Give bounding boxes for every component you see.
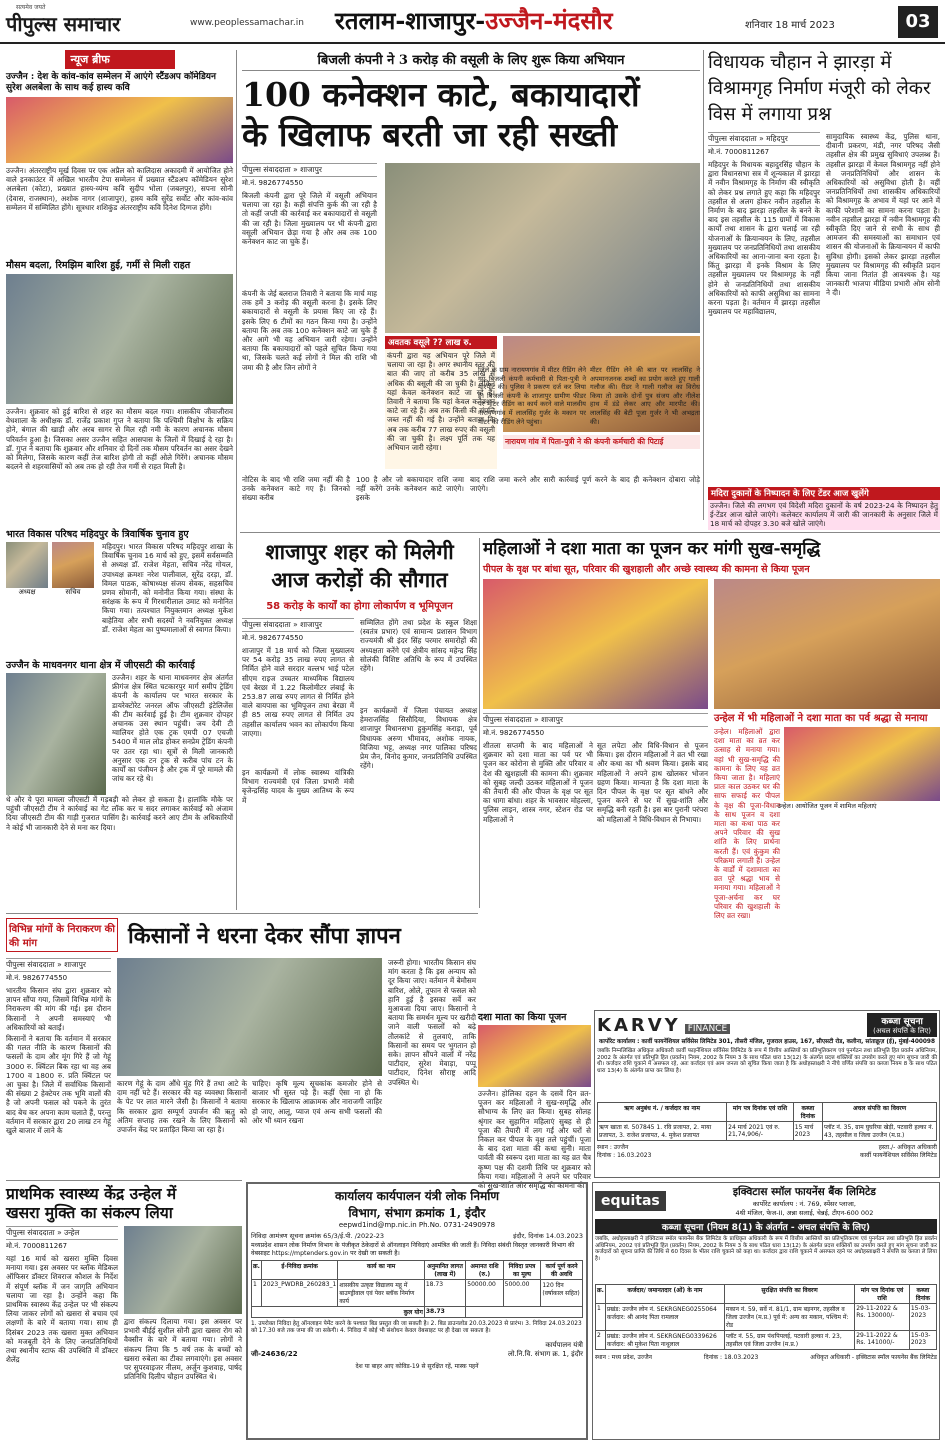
- lead-body-3: नोटिस के बाद भी राशि जमा नहीं की है उनके कनेक्शन काटे गए हैं। जिनको संख्या करीब: [242, 475, 350, 503]
- electric-pole-photo: [385, 163, 700, 333]
- equitas-th-1: कर्जदार/ जमानतदार (ओं) के नाम: [605, 1285, 724, 1304]
- equitas-body: जबकि, अधोहस्ताक्षरी ने इक्विटास स्मॉल फायनेंस बैंक लिमिटेड के प्राधिकृत अधिकारी के रूप में वित्तीय आस्तियों का प्रतिभूतिकरण एवं पुनर्गठन तथा प्रतिभूति हित प्रवर्तन अधिनियम, 2002 एवं प्रतिभूति हित (प्रवर्तन) नियम, 2002 के नियम 3 के साथ पठित धारा 13(12) के अंतर्गत प्रदत्त शक्तियों का उपयोग करते हुए मांग सूचना जारी कर कर्जदारों को सूचना प्राप्ति की तिथि से 60 दिवस के भीतर राशि चुकाने को कहा था। कर्जदार द्वारा राशि चुकाने में असफल रहने पर अधोहस्ताक्षरी ने संपत्ति का कब्जा ले लिया है।: [595, 1236, 937, 1262]
- shajapur-headline-2: आज करोड़ों की सौगात: [271, 567, 448, 592]
- lead-byline: पीपुल्स संवाददाता » शाजापुर: [242, 163, 377, 177]
- karvy-notice-sub: (अचल संपत्ति के लिए): [873, 1027, 931, 1035]
- women-text-3-lead: उन्हेल। महिलाओं द्वारा दशा माता का व्रत कर उत्साह से मनाया गया। वहां भी सुख-समृद्धि की कामना के लिए यह व्रत किया जाता है। महिलाएं प्रातः काल उठकर घर की साफ सफाई कर पीपल के वृक्ष की पूजा-विधान के साथ पूजन व दशा माता का कथा पाठ कर अपने परिवार की सुख शांति के लिए प्रार्थना करती हैं। एवं कुंकुम की परिक्रमा लगाती हैं। उन्हेल के वार्डों में दशामाता का व्रत पूरे श्रद्धा भाव से मनाया गया। महिलाओं ने पूजा-अर्चना कर घर परिवार की खुशहाली के लिए व्रत रखा।: [714, 727, 780, 921]
- equitas-date: दिनांक : 18.03.2023: [703, 1354, 759, 1361]
- karvy-notice: [594, 1010, 940, 1178]
- tender-td-2: शासकीय उत्कृष्ट विद्यालय महू में बाउण्ड्रीवाल एवं पेवर ब्लॉक निर्माण कार्य: [338, 1280, 425, 1307]
- unhel-photo-2: [784, 727, 940, 801]
- karvy-date: दिनांक : 16.03.2023: [597, 1152, 652, 1159]
- row-divider: [6, 913, 478, 914]
- paper-name: पीपुल्स समाचार: [6, 12, 121, 36]
- health-byline: पीपुल्स संवाददाता » उन्हेल: [6, 1226, 118, 1240]
- unhel-photo-1: [714, 579, 940, 709]
- women-subhead: पीपल के वृक्ष पर बांधा सूत, परिवार की खुशहाली और अच्छे स्वास्थ्य की कामना से किया पूजन: [483, 564, 810, 575]
- karvy-td-1: 24 मार्च 2021 एवं रु. 21,74,906/-: [727, 1122, 794, 1141]
- tender-ref: निविदा आमंत्रण सूचना क्रमांक 65/3/ई.पी. /2022-23: [251, 1232, 385, 1240]
- brief-headline-3: भारत विकास परिषद महिदपुर के त्रिवार्षिक चुनाव हुए: [6, 529, 189, 540]
- tender-footer: देश या बाहर आए कोविड-19 से सुरक्षित रहें, मास्क पहनें: [355, 1363, 479, 1371]
- tender-td-3: 18.73: [424, 1280, 465, 1307]
- logo-tagline: सत्यमेव जयते: [16, 4, 46, 11]
- lead-body-4: 100 है और जो बकायादार राशि जमा नहीं करेंगे उनके कनेक्शन काटे जाएंगे। इसके: [356, 475, 464, 503]
- masthead: [0, 0, 945, 44]
- health-story: [6, 1184, 242, 1442]
- women-text-2: सूत लपेटा और विधि-विधान से पूजन किया। इस दौरान महिलाओं ने व्रत भी रखा और कथा का भी श्रवण किया। इसके बाद महिलाओं ने अपने हाथ खोलकर भोजन ग्रहण किया। मान्यता है कि दशा माता के दिन पीपल के वृक्ष पर सूत बांधने और पूजन करने से घर में सुख-शांति और समृद्धि बनी रहती है। इस बार पुरानी परंपरा को महिलाओं ने विधि-विधान से निभाया।: [597, 741, 708, 824]
- lead-mobile: मो.नं. 9826774550: [242, 179, 304, 187]
- equitas-notice: [592, 1182, 940, 1440]
- equitas-th-0: क्र.: [596, 1285, 606, 1304]
- farmers-kicker: विभिन्न मांगों के निराकरण की की मांग: [6, 918, 118, 952]
- equitas-r0-c2: मकान नं. 59, सर्वे नं. 81/1, ग्राम बड़नगर, तहसील व जिला उज्जैन (म.प्र.) पूर्व में: अन्य का मकान, पश्चिम में: रोड: [724, 1304, 854, 1331]
- president-caption: अध्यक्ष: [18, 588, 36, 596]
- narayan-text-1: जिले के ग्राम नारायणगांव में मीटर रीडिंग लेने गए बिजली कंपनी कर्मचारी से पिता-पुत्री ने मारपीट की। पुलिस ने प्रकरण दर्ज कर लिया है। बिजली कंपनी के शाजापुर ग्रामीण फीडर पर मीटर रीडिंग का कार्य करने वाले मालवीय नारायणगांव में लालसिंह गुर्जर के मकान पर मीटर की रीडिंग लेने पहुंचा।: [478, 366, 586, 426]
- equitas-th-2: सुरक्षित संपत्ति का विवरण: [724, 1285, 854, 1304]
- farmers-byline: पीपुल्स संवाददाता » शाजापुर: [6, 958, 111, 972]
- equitas-logo: equitas: [595, 1191, 666, 1211]
- karvy-body: जबकि निम्नलिखित अधिकृत अधिकारी कार्वी फाइनेंशियल सर्विसेस लिमिटेड के रूप में वित्तीय आस्तियों का प्रतिभूतिकरण एवं पुनर्गठन तथा प्रतिभूति हित प्रवर्तन अधिनियम, 2002 के अंतर्गत एवं प्रतिभूति हित (प्रवर्तन) नियम, 2002 के नियम 3 के साथ पठित धारा 13(12) के अंतर्गत प्रदत्त शक्तियों का उपयोग करते हुए मांग सूचना जारी की थी। कर्जदार राशि चुकाने में असफल रहे, अतः कर्जदार एवं आम जनता को सूचित किया जाता है कि अधोहस्ताक्षरी ने नीचे वर्णित संपत्ति का कब्जा नियम 8 के साथ पठित धारा 13(4) के अंतर्गत प्राप्त कर लिया है।: [597, 1048, 937, 1074]
- equitas-r1-c1: प्रखंड: उज्जैन लोन नं. SEKRGNEG0339626 कर्जदार: श्री मुकेश पिता नाथूलाल: [605, 1331, 724, 1350]
- farmers-mobile: मो.नं. 9826774550: [6, 974, 68, 982]
- tender-notes: 1. उपरोक्त निविदा हेतु ऑनलाइन पेमेंट करने के पश्चात बिड प्रस्तुत की जा सकती है। 2. बिड डाउनलोड 20.03.2023 से प्रारंभ। 3. निविदा 24.03.2023 को 17.30 बजे तक जमा की जा सकेगी। 4. निविदा में कोई भी संशोधन केवल वेबसाइट पर ही देखा जा सकता है।: [251, 1321, 582, 1335]
- liquor-story: [708, 487, 940, 532]
- column-divider: [703, 50, 704, 520]
- karvy-place: स्थान : उज्जैन: [597, 1144, 629, 1151]
- women-byline-name: पीपुल्स संवाददाता: [483, 715, 532, 724]
- women-byline-place: शाजापुर: [541, 715, 563, 724]
- paper-url[interactable]: www.peoplessamachar.in: [190, 18, 304, 28]
- tender-title-2: विभाग, संभाग क्रमांक 1, इंदौर: [348, 1206, 486, 1220]
- farmers-headline: किसानों ने धरना देकर सौंपा ज्ञापन: [128, 923, 401, 949]
- section-title-b: उज्जैन-मंदसौर: [485, 6, 613, 35]
- lead-byline-place: शाजापुर: [300, 165, 322, 174]
- tender-sign-1: कार्यपालन यंत्री: [545, 1341, 583, 1350]
- mla-text-2: सामुदायिक स्वास्थ्य केंद्र, पुलिस थाना, दीवानी प्रकरण, मंडी, नगर परिषद जैसी तहसील क्षेत्र की प्रमुख सुविधाएं उपलब्ध हैं। तहसील झारड़ा में केवल विश्रामगृह नहीं होने से जनप्रतिनिधियों और शासन के अधिकारियों को असुविधा होती है। वहीं जनप्रतिनिधियों तथा शासकीय अधिकारियों को विश्रामगृह के अभाव में यहां पर आने में काफी परेशानी का सामना करना पड़ता है। नवीन तहसील झारड़ा में नवीन विश्रामगृह की स्वीकृति दिए जाने से सभी के साथ ही आमजन की समस्याओं का समाधान एवं शासन की योजनाओं के क्रियान्वयन में काफी सुविधा होगी। इसको लेकर झारड़ा तहसील मुख्यालय पर विश्रामगृह की स्वीकृति प्रदान किया जाना नितांत ही आवश्यक है। यह जानकारी भाजपा मीडिया प्रभारी ओम सोनी ने दी।: [826, 132, 940, 298]
- table-row: [252, 1280, 583, 1307]
- lead-body-5: बाद राशि जमा करने और सारी कार्रवाई पूर्ण करने के बाद ही कनेक्शन दोबारा जोड़े जाएंगे।: [470, 475, 700, 494]
- shajapur-byline-name: पीपुल्स संवाददाता: [242, 620, 291, 629]
- shajapur-text-1: शाजापुर में 18 मार्च को जिला मुख्यालय पर 54 करोड़ 35 लाख रुपए लागत से निर्मित होने वाले सरदार वल्लभ भाई पटेल सीएम राइज उच्चतर माध्यमिक विद्यालय एवं बेरछा में 1.22 किलोमीटर लंबाई के 253.87 लाख रुपए लागत से निर्मित होने वाले बायपास का भूमिपूजन तथा बेरछा में ही 85 लाख रुपए लागत से निर्मित उप तहसील कार्यालय भवन का लोकार्पण किया जाएगा।: [242, 646, 354, 738]
- lead-continued: [242, 475, 700, 520]
- karvy-logo: KARVY: [597, 1014, 681, 1036]
- narayan-story: [478, 366, 700, 474]
- equitas-address-2: 4थी मंजिल, फेज-II, अन्ना सलाई, चेन्नई, टीएन-600 002: [735, 1209, 874, 1217]
- page-number: 03: [898, 6, 938, 38]
- tender-code: जी-24636/22: [251, 1350, 298, 1359]
- president-photo: [6, 542, 48, 588]
- liquor-text: उज्जैन। जिले की लगभग एवं विदेशी मदिरा दुकानों के वर्ष 2023-24 के निष्पादन हेतु ई-टेंडर आज खोले जाएंगे। कलेक्टर कार्यालय में जारी की जानकारी के अनुसार जिले में 18 मार्च को दोपहर 3.30 बजे खोले जाएंगे।: [710, 501, 938, 529]
- tender-intro: मध्यप्रदेश शासन लोक निर्माण विभाग के पंजीकृत ठेकेदारों से ऑनलाइन निविदाएं आमंत्रित की जाती हैं। निविदा संबंधी विस्तृत जानकारी विभाग की वेबसाइट https://mptenders.gov.in पर देखी जा सकती है।: [251, 1242, 575, 1257]
- mla-story: [708, 50, 940, 485]
- health-mobile: मो.नं. 7000811267: [6, 1242, 68, 1250]
- health-headline-1: प्राथमिक स्वास्थ्य केंद्र उन्हेल में: [6, 1184, 177, 1203]
- karvy-sign-2: कार्वी फायनेंशियल सर्विसेस लिमिटेड: [859, 1152, 937, 1159]
- tender-th-4: अमानत राशि (रु.): [466, 1261, 503, 1280]
- table-row: [596, 1304, 937, 1331]
- health-text-2: द्वारा संकल्प दिलाया गया। इस अवसर पर प्रभारी बीईई सुशील सोनी द्वारा खसरा रोग को वैक्सीन के बारे में बताया गया। लोगों ने संकल्प लिया कि 5 वर्ष तक के बच्चों को खसरा रुबेला का टीका लगवाएंगे। इस अवसर पर सुपरवाइजर नीलम, अर्जुन कुशवाह, पार्षद प्रतिनिधि दिलीप चौहान उपस्थित थे।: [124, 1317, 242, 1382]
- unhel-caption: उन्हेल। आयोजित पूजन में शामिल महिलाएं: [777, 802, 877, 810]
- equitas-notice-title: कब्जा सूचना (नियम 8(1) के अंतर्गत - अचल संपत्ति के लिए): [595, 1219, 937, 1234]
- equitas-place: स्थान : मध्य प्रदेश, उज्जैन: [595, 1354, 652, 1361]
- brief-text-4b: थे और ये पूरा मामला जीएसटी में गड़बड़ी को लेकर हो सकता है। हालांकि मौके पर पहुंची जीएसटी टीम ने कार्रवाई का गेट लॉक कर च सदर लगाकर कार्रवाई को अंजाम दिया जीएसटी टीम की गाड़ी गुजरात पासिंग है। कार्रवाई करने आए टीम के अधिकारियों ने कोई भी जानकारी देने से मना कर दिया।: [6, 795, 233, 832]
- shajapur-subhead: 58 करोड़ के कार्यों का होगा लोकार्पण व भूमिपूजन: [266, 601, 453, 612]
- farmers-byline-place: शाजापुर: [64, 960, 86, 969]
- karvy-td-2: 15 मार्च 2023: [793, 1122, 822, 1141]
- women-text-1: शीतला सप्तमी के बाद महिलाओं ने शुक्रवार को दशा माता का पर्व पर भी पूजन कर कोरोना से मुक्ति और परिवार व देश की खुशहाली की कामना की। शुक्रवार को सुबह जल्दी उठकर महिलाओं ने पूजन की तैयारी की और पीपल के वृक्ष पर सूत का धागा बांधा। शहर के भावसार मोहल्ला, पुलिस लाइन, शास्त्र नगर, स्टेशन रोड पर महिलाओं ने: [483, 741, 593, 824]
- secretary-photo: [52, 542, 94, 588]
- women-byline: पीपुल्स संवाददाता » शाजापुर: [483, 713, 708, 727]
- dasha-mata-text: उज्जैन। होलिका दहन के दसवें दिन व्रत-पूजन कर महिलाओं ने सुख-समृद्धि और सौभाग्य के लिए व्रत किया। सुबह सोलह श्रृंगार कर सुहागिन महिलाएं सुबह से ही पूजा की तैयारी में लग गईं और घरों से निकल कर पीपल के वृक्ष तले पहुंचीं। पूजा के बाद दशा माता की कथा सुनी। माता पार्वती की स्वरूप दशा माता का यह व्रत चैत्र कृष्ण पक्ष की दशमी तिथि पर शुक्रवार को किया गया। महिलाओं ने अपने घर परिवार को सुख-शांति और समृद्धि की कामना की।: [478, 1089, 591, 1191]
- health-headline-2: खसरा मुक्ति का संकल्प लिया: [6, 1203, 173, 1222]
- equitas-sign: अधिकृत अधिकारी - इक्विटास स्मॉल फायनेंस बैंक लिमिटेड: [810, 1354, 937, 1361]
- karvy-table: [597, 1102, 937, 1141]
- section-title-a: रतलाम-शाजापुर-: [335, 6, 486, 35]
- shajapur-story: [242, 538, 477, 908]
- brief-text-4: उज्जैन। शहर के थाना माधवनगर क्षेत्र अंतर्गत फ्रीगंज क्षेत्र स्थित चटकारपुर मार्ग समीप ट्रेडिंग कंपनी के कार्यालय पर भारत सरकार के डायरेक्टोरेट जनरल ऑफ जीएसटी इंटेलिजेंस की टीम कार्रवाई हुई है। टीम शुक्रवार दोपहर अचानक उस स्थान पहुंची। जय देवी टी ग्वालियर होते एक ट्रक एमपी 07 एचजी 5400 में माल लोड होकर सनप्रेम ट्रेडिंग कंपनी पर उतर रहा था। सूत्रों से मिली जानकारी अनुसार एक टन ट्रक से करीब पांच टन के कार्यों का पंजीयन है और ट्रक में पूरे मामले की जांच कर रहे थे।: [112, 673, 233, 784]
- news-brief-label: न्यूज ब्रीफ: [65, 50, 175, 69]
- lead-headline-1: 100 कनेक्शन काटे, बकायादारों: [242, 75, 640, 114]
- liquor-headline: मदिरा दुकानों के निष्पादन के लिए टेंडर आज खुलेंगे: [708, 487, 940, 500]
- tender-th-6: कार्य पूर्ण करने की अवधि: [541, 1261, 583, 1280]
- equitas-r0-c4: 15-03-2023: [909, 1304, 936, 1331]
- farmers-text-3: कारण गेहूं के दाम औंधे मुंह गिरे हैं तथा आटे के दाम नहीं घटे हैं। सरकार की यह व्यवस्था किसानों के पेट पर लात मारने जैसी है। किसानों ने बताया कि सरकार द्वारा सम्पूर्ण उपार्जन की ऋतु को अंतिम सप्ताह तक रखने के लिए किसानों को उपार्जन केंद्र पर प्रताड़ित किया जा रहा है।: [117, 1079, 247, 1135]
- tender-title-1: कार्यालय कार्यपालन यंत्री लोक निर्माण: [334, 1189, 500, 1203]
- issue-date: शनिवार 18 मार्च 2023: [745, 20, 835, 31]
- row-divider: [240, 532, 940, 533]
- tender-th-1: ई-निविदा क्रमांक: [261, 1261, 337, 1280]
- narayan-caption: नारायण गांव में पिता-पुत्री ने की कंपनी कर्मचारी की पिटाई: [503, 435, 700, 449]
- lead-body-2: कंपनी के जेई बलराज तिवारी ने बताया कि मार्च माह तक हमें 3 करोड़ की वसूली करना है। इसके लिए बकायादारों से वसूली के प्रयास किए जा रहे हैं। इसके लिए 6 टीमों का गठन किया गया है। उन्होंने बताया कि अब तक 100 कनेक्शन काटे जा चुके हैं और आगे भी यह अभियान जारी रहेगा। उन्होंने बताया कि बकायादारों को पहले सूचित किया गया था, जिसके चलते कई लोगों ने मिल की राशि भी जमा की है और जिन लोगों ने: [242, 289, 377, 372]
- shajapur-text-4: इन कार्यक्रमों में जिला पंचायत अध्यक्ष हेमराजसिंह सिसौदिया, विधायक क्षेत्र शाजापुर विधानसभा हुकुमसिंह कराड़ा, पूर्व विधायक अरुण भीमावद, अशोक नायक, विजिया भट्ट, अध्यक्ष नगर पालिका परिषद प्रेम जैन, विनोद कुमार, जनप्रतिनिधि उपस्थित रहेंगे।: [360, 706, 477, 771]
- protest-photo: [117, 958, 382, 1076]
- equitas-r0-c0: 1: [596, 1304, 606, 1331]
- women-headline-2: उन्हेल में भी महिलाओं ने दशा माता का पर्व श्रद्धा से मनाया: [714, 713, 928, 724]
- brief-headline-4: उज्जैन के माधवनगर थाना क्षेत्र में जीएसटी की कार्रवाई: [6, 660, 195, 671]
- health-photo: [124, 1226, 242, 1314]
- mla-text-1: महिदपुर के विधायक बहादुरसिंह चौहान के द्वारा विधानसभा सत्र में शून्यकाल में झारड़ा में नवीन विश्रामगृह के निर्माण की स्वीकृति को लेकर प्रश्न लगाते हुए कहा कि महिदपुर तहसील से अलग होकर नवीन तहसील के निर्माण के बाद झारड़ा तहसील के बनने के बाद इस तहसील के 115 ग्रामों में विकास कार्यों तथा शासन के द्वारा चलाई जा रही योजनाओं के क्रियान्वयन के लिए, तहसील मुख्यालय पर जनप्रतिनिधियों तथा शासकीय अधिकारियों का आना-जाना बना रहता है। किंतु झारड़ा में इनके विश्राम के लिए तहसील मुख्यालय पर विश्रामगृह के नहीं होने से जनप्रतिनिधियों तथा शासकीय अधिकारियों को काफी असुविधा का सामना करना पड़ता है। वर्तमान में झारड़ा तहसील मुख्यालय पर महाविद्यालय,: [708, 160, 820, 317]
- women-mobile: मो.नं. 9826774550: [483, 729, 545, 737]
- tender-sign-2: लो.नि.वि. संभाग क्र. 1, इंदौर: [507, 1350, 583, 1359]
- tender-date: इंदौर, दिनांक 14.03.2023: [513, 1232, 583, 1240]
- brief-text-1: उज्जैन। अंतरराष्ट्रीय मूर्ख दिवस पर एक अप्रैल को कालिदास अकादमी में आयोजित होने वाले इनकाउंटर में अखिल भारतीय टेपा सम्मेलन में प्रख्यात स्टैंडअप कॉमेडियन सुरेश अलबेला (कोटा), प्रख्यात हास्य-व्यंग्य कवि सुदीप भोला (जबलपुर), सपना सोनी (देवास, राजस्थान), अशोक नागर (शाजापुर), हास्य कवि सुरेंद्र सर्वोट और कांव-कांव सम्मेलन में सम्मिलित होंगे। सूत्रधार शशिकुंड अंतरराष्ट्रीय कवि दिनेश दिग्गज होंगे।: [6, 166, 233, 212]
- karvy-th-1: मांग पत्र दिनांक एवं राशि: [727, 1103, 794, 1122]
- tender-contact[interactable]: eepwd1ind@mp.nic.in Ph.No. 0731-2490978: [338, 1221, 496, 1229]
- equitas-address-1: कार्पोरेट कार्यालय : नं. 769, स्पेंसर प्लाजा,: [752, 1200, 856, 1208]
- health-text-1: यहां 16 मार्च को खसरा मुक्ति दिवस मनाया गया। इस अवसर पर ब्लॉक मेडिकल ऑफिसर डॉक्टर शिवराज कौशल के निर्देश में संपूर्ण ब्लॉक में जन जागृति अभियान चलाया जा रहा है। उन्होंने कहा कि प्राथमिक स्वास्थ्य केंद्र उन्हेल पर भी संकल्प लिया जाकर लोगों को खसरा से बचाव एवं लक्षणों के बारे में बताया गया। साथ ही दिसंबर 2023 तक खसरा मुक्त अभियान को मजबूती देने के लिए जनप्रतिनिधियों तथा स्थानीय स्टाफ की उपस्थिति में डॉक्टर शैलेंद्र: [6, 1254, 118, 1365]
- shajapur-byline: पीपुल्स संवाददाता » शाजापुर: [242, 618, 354, 632]
- tender-td-5: 5000.00: [503, 1280, 541, 1307]
- tender-th-0: क्र.: [252, 1261, 262, 1280]
- paper-logo[interactable]: [6, 4, 186, 40]
- shajapur-byline-place: शाजापुर: [300, 620, 322, 629]
- farmers-byline-name: पीपुल्स संवाददाता: [6, 960, 55, 969]
- lead-kicker: बिजली कंपनी ने 3 करोड़ की वसूली के लिए शुरू किया अभियान: [242, 50, 700, 71]
- recovery-box-text: कंपनी द्वारा यह अभियान पूरे जिले में चलाया जा रहा है। अगर स्थानीय स्तर की बात की जाए तो करीब 35 लाख से अधिक की बसूली की जा चुकी है। लेकिन यहां केवल कनेक्शन काटे जा रहे हैं। तिवारी ने बताया कि यहां केवल कनेक्शन काटे जा रहे हैं। अब तक किसी की संपत्ति जब्त नहीं की गई है। उन्होंने बताया कि अब तक करीब 77 लाख रुपए की वसूली की जा चुकी है। लक्ष्य पूर्ति तक यह अभियान जारी रहेगा।: [385, 349, 497, 469]
- tender-th-2: कार्य का नाम: [338, 1261, 425, 1280]
- poets-photo: [6, 97, 233, 163]
- table-row: [596, 1331, 937, 1350]
- lead-body-1: बिजली कंपनी द्वारा पूरे जिले में वसूली अभियान चलाया जा रहा है। कहीं संपत्ति कुर्क की जा रही है तो कहीं जप्ती की कार्रवाई कर बकायादारों से वसूली की जा रही है। जिला मुख्यालय पर भी कंपनी द्वारा वसूली अभियान छेड़ा गया है और अब तक 100 कनेक्शन काट जा चुके हैं।: [242, 191, 377, 247]
- farmers-text-4: चाहिए। कृषि मूल्य सूचकांक कमजोर होने से बाजार भी सुस्त पड़े हैं। कहीं ऐसा ना हो कि सरकार के खिलाफ आक्रामक और नाराजगी जाहिर हो जाए, आलू, प्याज एवं अन्य सभी फसलों की ओर भी ध्यान रखना: [252, 1079, 382, 1125]
- karvy-sign: हस्ता./- अधिकृत अधिकारी: [878, 1144, 937, 1151]
- equitas-r0-c1: प्रखंड: उज्जैन लोन नं. SEKRGNEG0255064 कर्जदार: श्री आनंद पिता रामलाल: [605, 1304, 724, 1331]
- brief-text-2: उज्जैन। शुक्रवार को हुई बारिश से शहर का मौसम बदल गया। शासकीय जीवाजीराव वेधशाला के अधीक्षक डॉ. राजेंद्र प्रकाश गुप्त ने बताया कि पश्चिमी विक्षोभ के सक्रिय होने, बंगाल की खाड़ी और अरब सागर से मिल रही नमी के कारण अचानक मौसम परिवर्तन हुआ है। जिसका असर उज्जैन सहित आसपास के जिलों में दिखाई दे रहा है। डॉ. गुप्त ने बताया कि शुक्रवार और शनिवार दो दिनों तक मौसम परिवर्तन का असर देखने को मिलेगा, जिसके कारण कहीं तेज बारिश होगी तो कहीं ओले गिरेंगे। अचानक मौसम बदलने से शहरवासियों को अब तक हो रही तेज गर्मी से राहत मिली है।: [6, 407, 233, 472]
- karvy-th-2: कब्जा दिनांक: [793, 1103, 822, 1122]
- farmers-story: [6, 918, 476, 1176]
- tender-total: 38.73: [424, 1307, 465, 1318]
- brief-headline-2: मौसम बदला, रिमझिम बारिश हुई, गर्मी से मिली राहत: [6, 260, 191, 271]
- dasha-mata-story: [478, 1010, 591, 1191]
- karvy-th-3: अचल संपत्ति का विवरण: [823, 1103, 937, 1122]
- karvy-td-0: ऋण खाता सं. 507845 1. रवि प्रजापत, 2. माया प्रजापत, 3. राजेश प्रजापत, 4. मुकेश प्रजापत: [598, 1122, 727, 1141]
- lead-headline-2: के खिलाफ बरती जा रही सख्ती: [242, 115, 618, 154]
- tender-total-label: कुल योग: [252, 1307, 425, 1318]
- rain-photo: [6, 274, 233, 404]
- truck-photo: [6, 673, 106, 795]
- column-divider: [479, 538, 480, 908]
- equitas-r1-c0: 2: [596, 1331, 606, 1350]
- karvy-td-3: प्लॉट नं. 35, ग्राम घुघरिया खेड़ी, पटवारी हल्का नं. 43, तहसील व जिला उज्जैन (म.प्र.): [823, 1122, 937, 1141]
- secretary-caption: सचिव: [65, 588, 81, 596]
- tender-table: [251, 1260, 583, 1318]
- mla-headline: विधायक चौहान ने झारड़ा में विश्रामगृह निर्माण मंजूरी को लेकर विस में लगाया प्रश्न: [708, 52, 931, 125]
- karvy-th-0: ऋण अनुबंध नं. / कर्जदार का नाम: [598, 1103, 727, 1122]
- mla-byline-place: महिदपुर: [766, 134, 788, 143]
- column-divider: [236, 50, 237, 910]
- karvy-address: कार्पोरेट कार्यालय : कार्वी फायनेंशियल सर्विसेस लिमिटेड 301, तीसरी मंजिल, गुजराल हाउस, 167, सीएसटी रोड, कलीना, सांताक्रूज़ (ई), मुंबई-400098: [598, 1039, 935, 1045]
- equitas-r0-c3: 29-11-2022 & Rs. 130000/-: [855, 1304, 910, 1331]
- tender-td-6: 120 दिन (वर्षाकाल सहित): [541, 1280, 583, 1307]
- shajapur-headline-1: शाजापुर शहर को मिलेगी: [265, 539, 454, 564]
- farmers-text-5: जरूरी होगा। भारतीय किसान संघ मांग करता है कि इस अन्याय को दूर किया जाए। वर्तमान में बेमौसम बारिश, ओले, तूफान से फसल को हानि हुई है इसका सर्वे कर मुआवजा दिया जाए। किसानों ने बताया कि समर्थन मूल्य पर खरीदी जाने वाली फसलों को बढ़े तौलकांटे से तुलवाएं, ताकि किसानों का समय पर भुगतान हो सके। ज्ञापन सौंपने वालों में नरेंद्र पाटीदार, सुरेश मेवाड़ा, पप्पू पाटीदार, दिनेश सौराष्ट्र आदि उपस्थित थे।: [388, 958, 476, 1087]
- shajapur-mobile: मो.नं. 9826774550: [242, 634, 304, 642]
- tender-td-0: 1: [252, 1280, 262, 1307]
- women-story: [483, 538, 940, 1008]
- section-title: [335, 4, 775, 37]
- equitas-th-3: मांग पत्र दिनांक एवं राशि: [855, 1285, 910, 1304]
- mla-mobile: मो.नं. 7000811267: [708, 148, 770, 156]
- worship-photo: [483, 579, 708, 709]
- equitas-bank-name: इक्विटास स्मॉल फायनेंस बैंक लिमिटेड: [732, 1186, 876, 1198]
- tender-th-3: अनुमानित लागत (लाख में): [424, 1261, 465, 1280]
- farmers-text-2: किसानों ने बताया कि वर्तमान में सरकार की गलत नीति के कारण किसानों की फसलों के दाम और मूंग गिरे हैं जो गेहूं 3000 रु. क्विंटल बिक रहा था वह अब 1700 व 1800 रु. प्रति क्विंटल पर आ चुका है। जिले में सर्वाधिक किसानों की संख्या 2 हेक्टेयर तक भूमि वालों की है जो अपनी फसल को पकने के तुरंत बाद बेच कर अपना काम चलाते हैं, परन्तु वर्तमान में सरकार द्वारा 20 लाख टन गेहूं खुले बाजार में लाने के: [6, 1034, 111, 1136]
- tender-td-4: 50000.00: [466, 1280, 503, 1307]
- mla-byline: पीपुल्स संवाददाता » महिदपुर: [708, 132, 820, 146]
- dasha-mata-photo: [478, 1025, 591, 1087]
- tender-th-5: निविदा प्रपत्र का मूल्य: [503, 1261, 541, 1280]
- equitas-r1-c2: प्लॉट नं. 55, ग्राम पंथपिपलई, पटवारी हल्का नं. 23, तहसील एवं जिला उज्जैन (म.प्र.): [724, 1331, 854, 1350]
- equitas-table: [595, 1284, 937, 1350]
- equitas-r1-c3: 29-11-2022 & Rs. 141000/-: [855, 1331, 910, 1350]
- mla-byline-name: पीपुल्स संवाददाता: [708, 134, 757, 143]
- dasha-mata-caption: दशा माता का किया पूजन: [478, 1012, 567, 1023]
- shajapur-text-3: सम्मिलित होंगे तथा प्रदेश के स्कूल शिक्षा (स्वतंत्र प्रभार) एवं सामान्य प्रशासन विभाग राज्यमंत्री श्री इंदर सिंह परमार समारोहों की अध्यक्षता करेंगे एवं क्षेत्रीय सांसद महेन्द्र सिंह सोलंकी विशिष्ट अतिथि के रूप में उपस्थित रहेंगे।: [360, 618, 477, 674]
- recovery-box-title: अवतक वसूले ?? लाख रु.: [385, 336, 497, 349]
- brief-text-3: महिदपुर। भारत विकास परिषद महिदपुर शाखा के त्रिवार्षिक चुनाव 16 मार्च को हुए, इसमें सर्वसम्मति से अध्यक्ष डॉ. राजेश मेहता, सचिव नरेंद्र गोयल, उपाध्यक्ष क्रमशः नरेश पालीवाल, सुरेंद्र दरड़ा, डॉ. विमल पाठक, कोषाध्यक्ष संजय सेवक, सहसचिव प्रणव सोमानी, को मनोनीत किया गया। संस्था के सरंक्षक के रूप में गिरधारीलाल उमाट को मनोनित किया गया। तत्पश्चात नियुक्तमान अध्यक्ष मुकेश बाहेतिया और सभी सदस्यों ने नवनियुक्त अध्यक्ष डॉ. राजेश मेहता का पुष्पमालाओं से स्वागत किया।: [102, 542, 233, 634]
- karvy-notice-title: कब्जा सूचना: [881, 1017, 923, 1027]
- pwd-tender: [246, 1182, 588, 1440]
- tender-td-1: 2023_PWDRB_260283_1: [261, 1280, 337, 1307]
- shajapur-text-2: इन कार्यक्रमों में लोक स्वास्थ्य यांत्रिकी विभाग राज्यमंत्री एवं जिला प्रभारी मंत्री बृजेन्द्रसिंह यादव के मुख्य आतिथ्य के रूप में: [242, 768, 354, 805]
- row-divider: [6, 1180, 242, 1181]
- narayan-text-3: मीटर रीडिंग लेने की बात पर लालसिंह ने अपमानजनक शब्दों का प्रयोग करते हुए गाली गलौज की। रीडर ने गाली गलौज का विरोध किया तो उसके दोनों पुत्र संजय और नीलेश हाथ में डंडे लेकर आए और मारपीट की। लालसिंह की बेटी पूजा गुर्जर ने भी अभद्रता की।: [590, 366, 700, 426]
- karvy-logo-sub: FINANCE: [685, 1024, 730, 1034]
- lead-byline-name: पीपुल्स संवाददाता: [242, 165, 291, 174]
- brief-headline-1: उज्जैन : देश के कांव-कांव सम्मेलन में आएंगे स्टैंडअप कॉमेडियन सुरेश अलबेला के साथ कई हास्य कवि: [6, 72, 217, 93]
- health-byline-name: पीपुल्स संवाददाता: [6, 1228, 55, 1237]
- farmers-text-1: भारतीय किसान संघ द्वारा शुक्रवार को ज्ञापन सौंपा गया, जिसमें विभिन्न मांगों के निराकरण की मांग की गई। इस दौरान किसानों ने अपनी समस्याएं भी अधिकारियों को बताईं।: [6, 986, 111, 1032]
- equitas-th-4: कब्जा दिनांक: [909, 1285, 936, 1304]
- women-headline: महिलाओं ने दशा माता का पूजन कर मांगी सुख-समृद्धि: [483, 539, 821, 559]
- health-byline-place: उन्हेल: [64, 1228, 80, 1237]
- equitas-r1-c4: 15-03-2023: [909, 1331, 936, 1350]
